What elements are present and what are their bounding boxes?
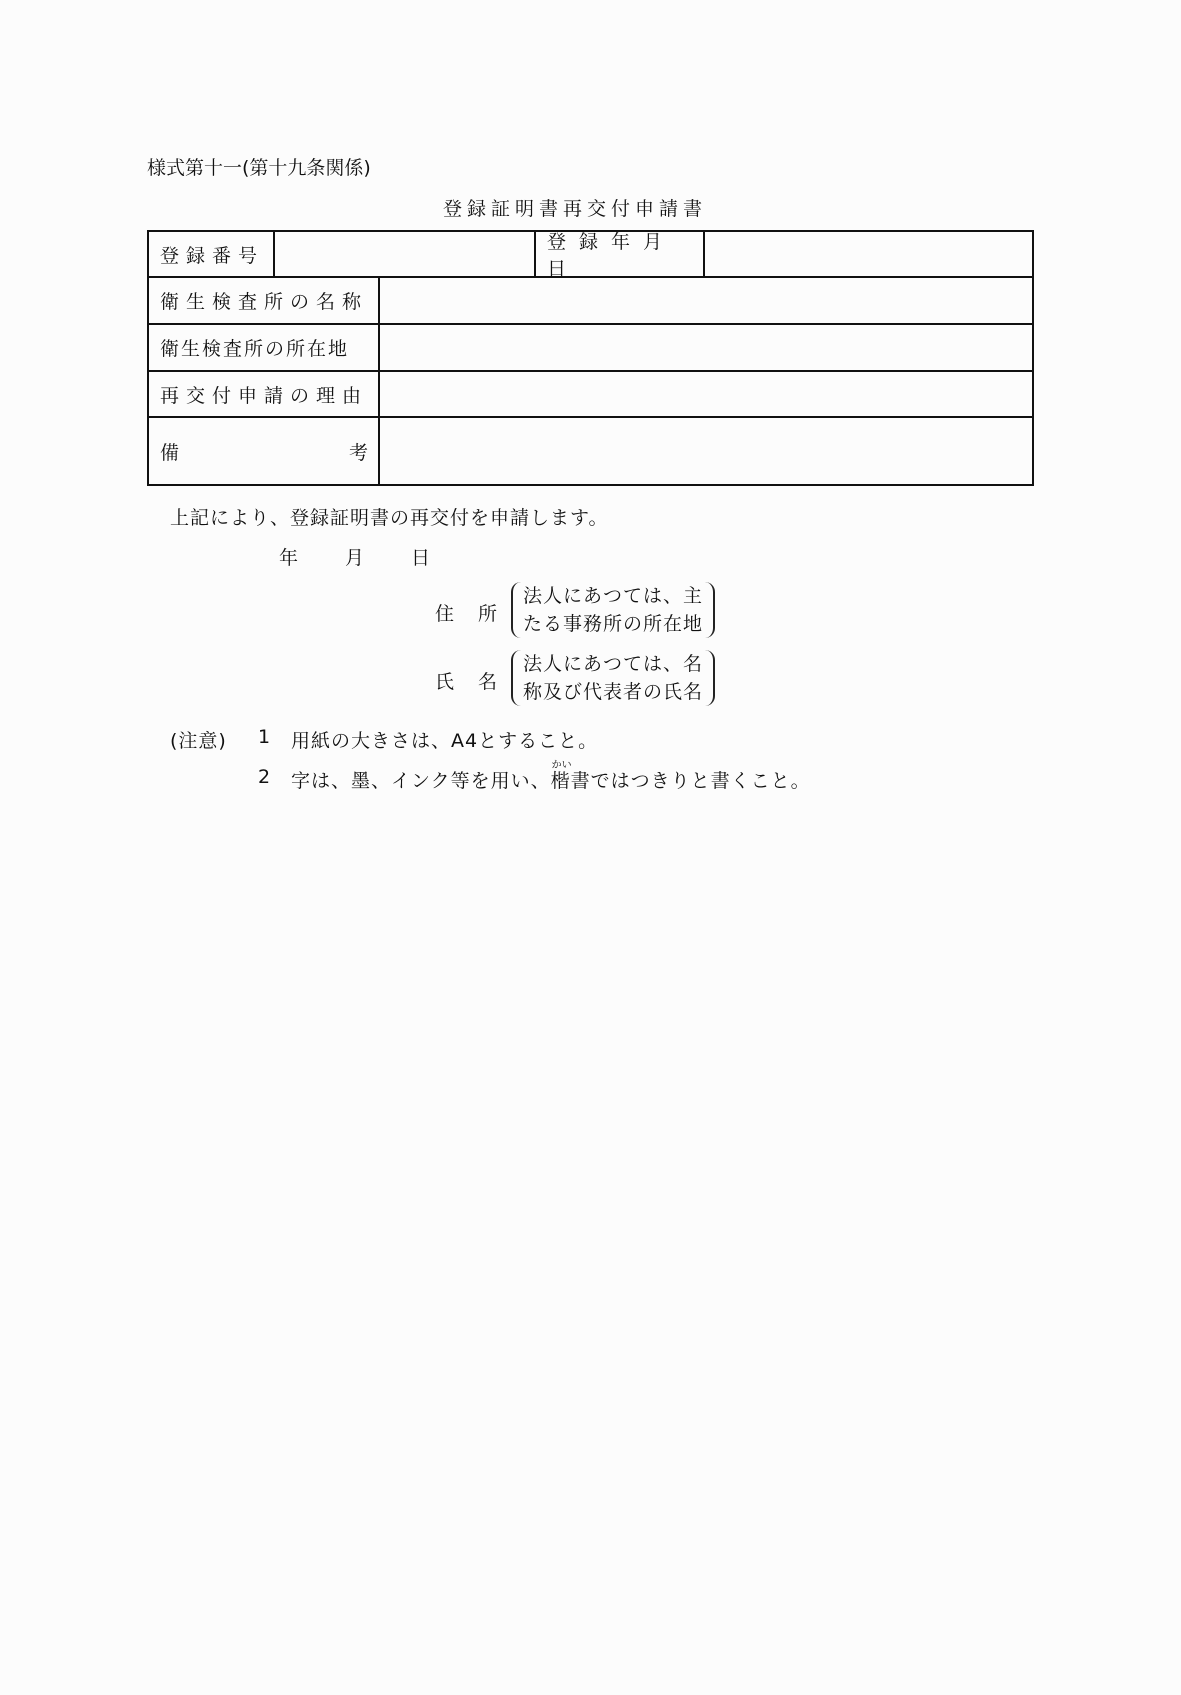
name-label-2: 名: [478, 671, 498, 693]
note-2-ruby: かい: [551, 760, 572, 771]
reissue-reason-field[interactable]: [380, 372, 1032, 416]
note-2-number: 2: [258, 766, 272, 788]
remarks-label-left: 備: [160, 441, 180, 464]
table-row-lab-name: [149, 278, 1032, 325]
address-note: [511, 582, 715, 638]
note-2-text-after: 書ではつきりと書くこと。: [570, 770, 811, 792]
remarks-label-right: 考: [348, 441, 368, 464]
table-row-remarks: [149, 418, 1032, 484]
registration-number-label: 登録番号: [149, 232, 275, 276]
note-1-number: 1: [258, 726, 272, 748]
form-reference: 様式第十一(第十九条関係): [147, 157, 371, 179]
date-day: 日: [411, 547, 431, 569]
lab-address-field[interactable]: [380, 325, 1032, 370]
document-title: 登録証明書再交付申請書: [443, 198, 708, 220]
application-statement: 上記により、登録証明書の再交付を申請します。: [170, 507, 609, 529]
registration-date-label: 登録年月日: [536, 232, 705, 276]
lab-name-field[interactable]: [380, 278, 1032, 323]
name-label-1: 氏: [435, 671, 455, 693]
table-row-lab-address: [149, 325, 1032, 372]
note-2-ruby-group: [550, 760, 572, 792]
address-note-line-2: たる事務所の所在地: [523, 613, 704, 635]
registration-number-field[interactable]: [275, 232, 536, 276]
application-form-table: [147, 230, 1034, 486]
address-label-1: 住: [435, 603, 455, 625]
table-row-reissue-reason: [149, 372, 1032, 418]
table-row-registration: [149, 232, 1032, 278]
address-note-line-1: 法人にあつては、主: [523, 585, 704, 607]
date-year: 年: [279, 547, 299, 569]
name-note-line-2: 称及び代表者の氏名: [523, 681, 704, 703]
note-2-ruby-base: 楷: [550, 770, 571, 792]
notes-heading: (注意): [170, 730, 227, 752]
remarks-label: [149, 418, 380, 484]
note-1-text: 用紙の大きさは、A4とすること。: [291, 730, 599, 752]
reissue-reason-label: 再交付申請の理由: [149, 372, 380, 416]
note-2-text: [291, 760, 811, 793]
registration-date-field[interactable]: [705, 232, 1032, 276]
lab-address-label: 衛生検査所の所在地: [149, 325, 380, 370]
note-2-text-before: 字は、墨、インク等を用い、: [291, 770, 551, 792]
address-label-2: 所: [478, 603, 498, 625]
name-note-line-1: 法人にあつては、名: [523, 653, 704, 675]
date-month: 月: [345, 547, 365, 569]
remarks-field[interactable]: [380, 418, 1032, 484]
name-note: [511, 650, 715, 706]
lab-name-label: 衛生検査所の名称: [149, 278, 380, 323]
